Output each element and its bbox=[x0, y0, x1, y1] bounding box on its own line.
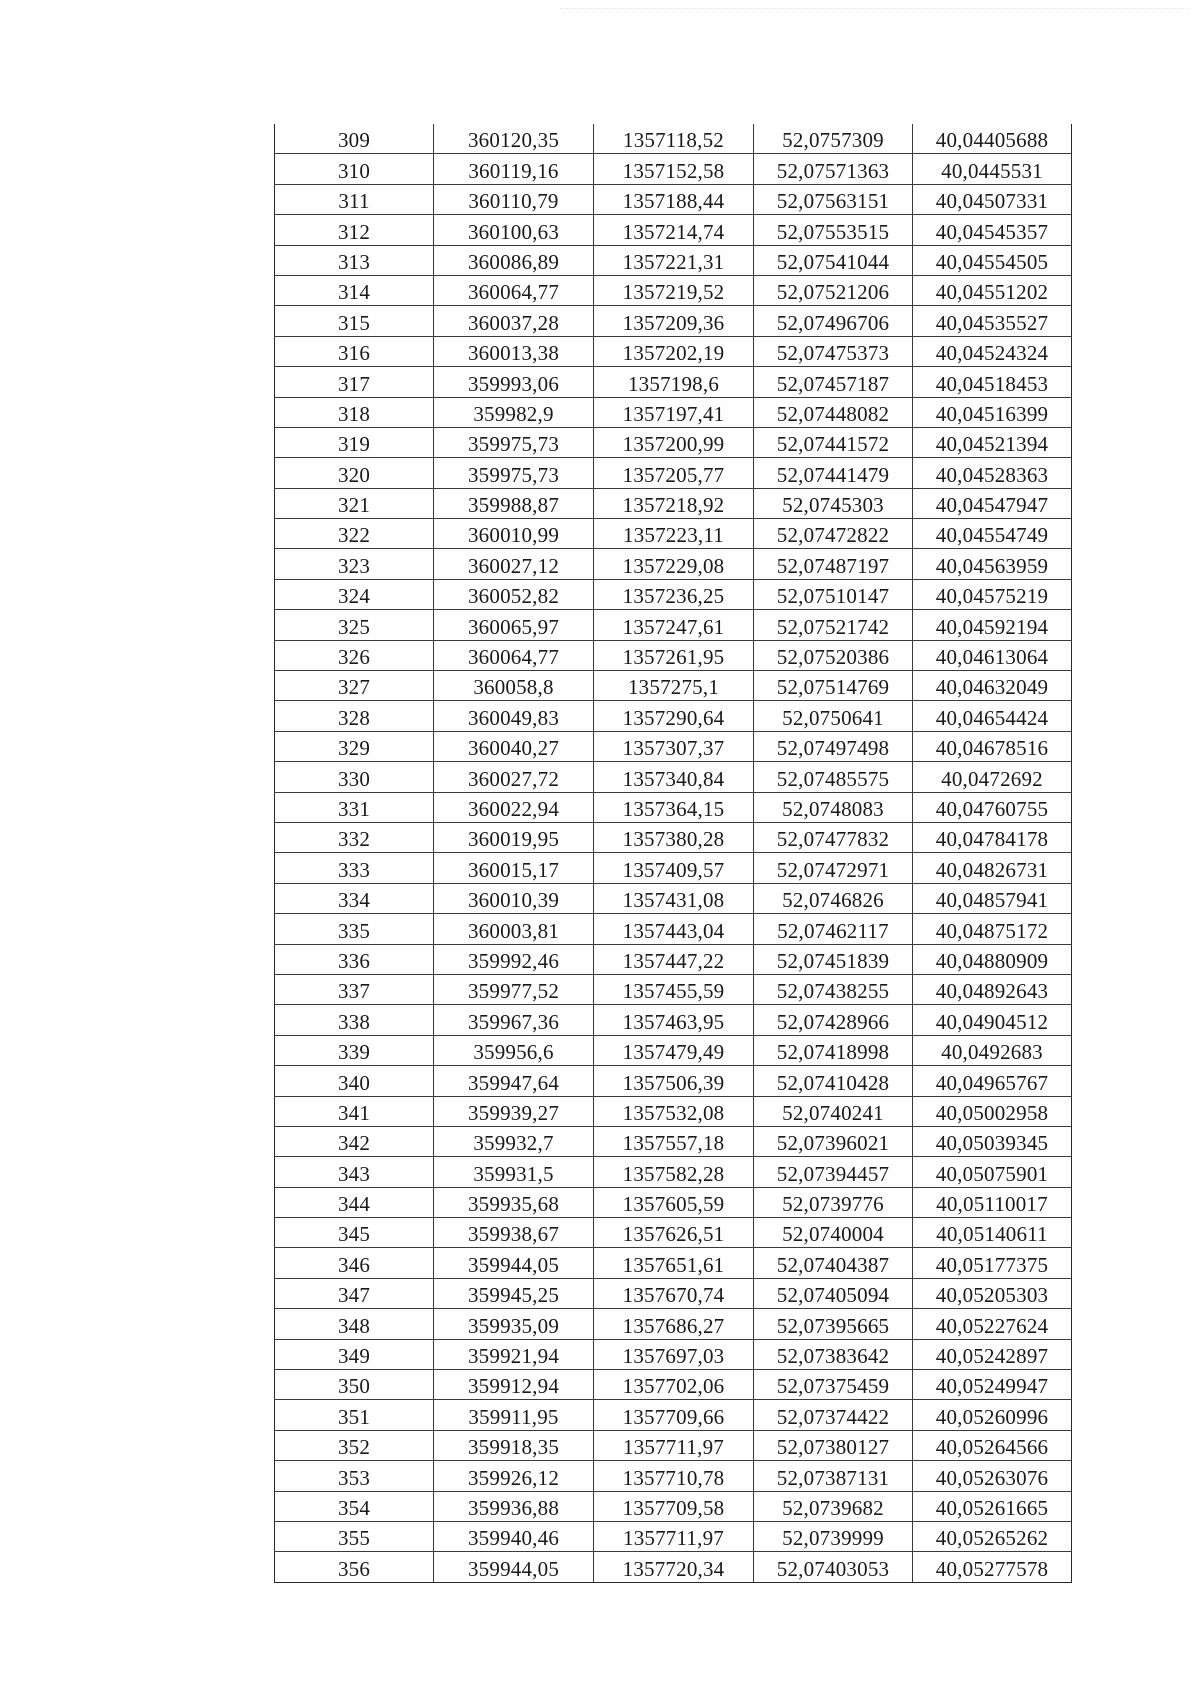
longitude-cell: 40,04524324 bbox=[913, 336, 1072, 366]
longitude-cell: 40,04507331 bbox=[913, 184, 1072, 214]
y-coordinate-cell: 1357711,97 bbox=[594, 1521, 754, 1551]
latitude-cell: 52,07472971 bbox=[754, 853, 913, 883]
table-row bbox=[275, 1309, 1072, 1339]
point-number-cell: 332 bbox=[275, 822, 434, 852]
y-coordinate-cell: 1357720,34 bbox=[594, 1552, 754, 1582]
point-number-cell: 350 bbox=[275, 1370, 434, 1400]
latitude-cell: 52,0739776 bbox=[754, 1187, 913, 1217]
table-row bbox=[275, 1187, 1072, 1217]
table-row bbox=[275, 306, 1072, 336]
latitude-cell: 52,07394457 bbox=[754, 1157, 913, 1187]
longitude-cell: 40,04592194 bbox=[913, 610, 1072, 640]
latitude-cell: 52,0746826 bbox=[754, 883, 913, 913]
point-number-cell: 325 bbox=[275, 610, 434, 640]
latitude-cell: 52,07457187 bbox=[754, 367, 913, 397]
point-number-cell: 342 bbox=[275, 1126, 434, 1156]
table-row bbox=[275, 124, 1072, 154]
longitude-cell: 40,04857941 bbox=[913, 883, 1072, 913]
x-coordinate-cell: 360037,28 bbox=[434, 306, 594, 336]
latitude-cell: 52,07441572 bbox=[754, 427, 913, 457]
y-coordinate-cell: 1357219,52 bbox=[594, 275, 754, 305]
longitude-cell: 40,04904512 bbox=[913, 1005, 1072, 1035]
latitude-cell: 52,07418998 bbox=[754, 1035, 913, 1065]
y-coordinate-cell: 1357198,6 bbox=[594, 367, 754, 397]
x-coordinate-cell: 359935,09 bbox=[434, 1309, 594, 1339]
x-coordinate-cell: 359926,12 bbox=[434, 1461, 594, 1491]
y-coordinate-cell: 1357223,11 bbox=[594, 519, 754, 549]
point-number-cell: 311 bbox=[275, 184, 434, 214]
x-coordinate-cell: 360049,83 bbox=[434, 701, 594, 731]
point-number-cell: 338 bbox=[275, 1005, 434, 1035]
longitude-cell: 40,05261665 bbox=[913, 1491, 1072, 1521]
x-coordinate-cell: 359912,94 bbox=[434, 1370, 594, 1400]
table-row bbox=[275, 914, 1072, 944]
longitude-cell: 40,04528363 bbox=[913, 458, 1072, 488]
table-row bbox=[275, 1126, 1072, 1156]
point-number-cell: 310 bbox=[275, 154, 434, 184]
y-coordinate-cell: 1357261,95 bbox=[594, 640, 754, 670]
coordinates-table-body bbox=[275, 124, 1072, 1582]
x-coordinate-cell: 360013,38 bbox=[434, 336, 594, 366]
point-number-cell: 347 bbox=[275, 1278, 434, 1308]
latitude-cell: 52,07541044 bbox=[754, 245, 913, 275]
x-coordinate-cell: 359975,73 bbox=[434, 458, 594, 488]
point-number-cell: 354 bbox=[275, 1491, 434, 1521]
x-coordinate-cell: 360022,94 bbox=[434, 792, 594, 822]
table-row bbox=[275, 1552, 1072, 1582]
y-coordinate-cell: 1357709,58 bbox=[594, 1491, 754, 1521]
point-number-cell: 318 bbox=[275, 397, 434, 427]
longitude-cell: 40,04535527 bbox=[913, 306, 1072, 336]
longitude-cell: 40,04880909 bbox=[913, 944, 1072, 974]
longitude-cell: 40,04613064 bbox=[913, 640, 1072, 670]
point-number-cell: 313 bbox=[275, 245, 434, 275]
y-coordinate-cell: 1357431,08 bbox=[594, 883, 754, 913]
table-row bbox=[275, 154, 1072, 184]
point-number-cell: 340 bbox=[275, 1066, 434, 1096]
y-coordinate-cell: 1357221,31 bbox=[594, 245, 754, 275]
longitude-cell: 40,05265262 bbox=[913, 1521, 1072, 1551]
longitude-cell: 40,04575219 bbox=[913, 579, 1072, 609]
y-coordinate-cell: 1357197,41 bbox=[594, 397, 754, 427]
latitude-cell: 52,07396021 bbox=[754, 1126, 913, 1156]
point-number-cell: 323 bbox=[275, 549, 434, 579]
longitude-cell: 40,05140611 bbox=[913, 1218, 1072, 1248]
longitude-cell: 40,05263076 bbox=[913, 1461, 1072, 1491]
point-number-cell: 349 bbox=[275, 1339, 434, 1369]
longitude-cell: 40,05002958 bbox=[913, 1096, 1072, 1126]
longitude-cell: 40,04554749 bbox=[913, 519, 1072, 549]
table-row bbox=[275, 549, 1072, 579]
y-coordinate-cell: 1357200,99 bbox=[594, 427, 754, 457]
x-coordinate-cell: 360064,77 bbox=[434, 275, 594, 305]
point-number-cell: 315 bbox=[275, 306, 434, 336]
y-coordinate-cell: 1357626,51 bbox=[594, 1218, 754, 1248]
latitude-cell: 52,07410428 bbox=[754, 1066, 913, 1096]
table-row bbox=[275, 1521, 1072, 1551]
latitude-cell: 52,07487197 bbox=[754, 549, 913, 579]
x-coordinate-cell: 359939,27 bbox=[434, 1096, 594, 1126]
x-coordinate-cell: 360015,17 bbox=[434, 853, 594, 883]
y-coordinate-cell: 1357364,15 bbox=[594, 792, 754, 822]
x-coordinate-cell: 359947,64 bbox=[434, 1066, 594, 1096]
table-row bbox=[275, 397, 1072, 427]
latitude-cell: 52,07475373 bbox=[754, 336, 913, 366]
table-row bbox=[275, 519, 1072, 549]
latitude-cell: 52,0740004 bbox=[754, 1218, 913, 1248]
y-coordinate-cell: 1357709,66 bbox=[594, 1400, 754, 1430]
point-number-cell: 327 bbox=[275, 671, 434, 701]
x-coordinate-cell: 360003,81 bbox=[434, 914, 594, 944]
table-row bbox=[275, 731, 1072, 761]
latitude-cell: 52,07438255 bbox=[754, 974, 913, 1004]
latitude-cell: 52,07395665 bbox=[754, 1309, 913, 1339]
x-coordinate-cell: 360058,8 bbox=[434, 671, 594, 701]
x-coordinate-cell: 360027,72 bbox=[434, 762, 594, 792]
point-number-cell: 314 bbox=[275, 275, 434, 305]
table-row bbox=[275, 610, 1072, 640]
point-number-cell: 326 bbox=[275, 640, 434, 670]
latitude-cell: 52,07553515 bbox=[754, 215, 913, 245]
longitude-cell: 40,04554505 bbox=[913, 245, 1072, 275]
longitude-cell: 40,04551202 bbox=[913, 275, 1072, 305]
longitude-cell: 40,04965767 bbox=[913, 1066, 1072, 1096]
latitude-cell: 52,0740241 bbox=[754, 1096, 913, 1126]
y-coordinate-cell: 1357218,92 bbox=[594, 488, 754, 518]
table-row bbox=[275, 640, 1072, 670]
longitude-cell: 40,05264566 bbox=[913, 1430, 1072, 1460]
table-row bbox=[275, 458, 1072, 488]
longitude-cell: 40,05177375 bbox=[913, 1248, 1072, 1278]
x-coordinate-cell: 360110,79 bbox=[434, 184, 594, 214]
point-number-cell: 353 bbox=[275, 1461, 434, 1491]
table-row bbox=[275, 792, 1072, 822]
table-row bbox=[275, 1096, 1072, 1126]
point-number-cell: 336 bbox=[275, 944, 434, 974]
latitude-cell: 52,07510147 bbox=[754, 579, 913, 609]
latitude-cell: 52,07496706 bbox=[754, 306, 913, 336]
point-number-cell: 330 bbox=[275, 762, 434, 792]
latitude-cell: 52,0745303 bbox=[754, 488, 913, 518]
longitude-cell: 40,05039345 bbox=[913, 1126, 1072, 1156]
longitude-cell: 40,05110017 bbox=[913, 1187, 1072, 1217]
x-coordinate-cell: 359988,87 bbox=[434, 488, 594, 518]
longitude-cell: 40,05277578 bbox=[913, 1552, 1072, 1582]
y-coordinate-cell: 1357118,52 bbox=[594, 124, 754, 154]
longitude-cell: 40,05242897 bbox=[913, 1339, 1072, 1369]
x-coordinate-cell: 359911,95 bbox=[434, 1400, 594, 1430]
x-coordinate-cell: 359975,73 bbox=[434, 427, 594, 457]
y-coordinate-cell: 1357340,84 bbox=[594, 762, 754, 792]
longitude-cell: 40,04632049 bbox=[913, 671, 1072, 701]
x-coordinate-cell: 359967,36 bbox=[434, 1005, 594, 1035]
latitude-cell: 52,07571363 bbox=[754, 154, 913, 184]
table-row bbox=[275, 579, 1072, 609]
latitude-cell: 52,07441479 bbox=[754, 458, 913, 488]
point-number-cell: 352 bbox=[275, 1430, 434, 1460]
latitude-cell: 52,07520386 bbox=[754, 640, 913, 670]
point-number-cell: 328 bbox=[275, 701, 434, 731]
point-number-cell: 334 bbox=[275, 883, 434, 913]
longitude-cell: 40,04521394 bbox=[913, 427, 1072, 457]
table-row bbox=[275, 488, 1072, 518]
point-number-cell: 346 bbox=[275, 1248, 434, 1278]
table-row bbox=[275, 1491, 1072, 1521]
x-coordinate-cell: 359931,5 bbox=[434, 1157, 594, 1187]
latitude-cell: 52,07477832 bbox=[754, 822, 913, 852]
point-number-cell: 309 bbox=[275, 124, 434, 154]
y-coordinate-cell: 1357506,39 bbox=[594, 1066, 754, 1096]
longitude-cell: 40,04654424 bbox=[913, 701, 1072, 731]
point-number-cell: 331 bbox=[275, 792, 434, 822]
y-coordinate-cell: 1357697,03 bbox=[594, 1339, 754, 1369]
point-number-cell: 319 bbox=[275, 427, 434, 457]
x-coordinate-cell: 360010,39 bbox=[434, 883, 594, 913]
longitude-cell: 40,05260996 bbox=[913, 1400, 1072, 1430]
latitude-cell: 52,07403053 bbox=[754, 1552, 913, 1582]
x-coordinate-cell: 359956,6 bbox=[434, 1035, 594, 1065]
y-coordinate-cell: 1357290,64 bbox=[594, 701, 754, 731]
x-coordinate-cell: 359918,35 bbox=[434, 1430, 594, 1460]
x-coordinate-cell: 359936,88 bbox=[434, 1491, 594, 1521]
table-row bbox=[275, 1005, 1072, 1035]
point-number-cell: 335 bbox=[275, 914, 434, 944]
latitude-cell: 52,0757309 bbox=[754, 124, 913, 154]
x-coordinate-cell: 359921,94 bbox=[434, 1339, 594, 1369]
longitude-cell: 40,04518453 bbox=[913, 367, 1072, 397]
longitude-cell: 40,04892643 bbox=[913, 974, 1072, 1004]
longitude-cell: 40,05249947 bbox=[913, 1370, 1072, 1400]
table-row bbox=[275, 883, 1072, 913]
longitude-cell: 40,0492683 bbox=[913, 1035, 1072, 1065]
y-coordinate-cell: 1357532,08 bbox=[594, 1096, 754, 1126]
table-row bbox=[275, 1370, 1072, 1400]
table-row bbox=[275, 1339, 1072, 1369]
point-number-cell: 337 bbox=[275, 974, 434, 1004]
y-coordinate-cell: 1357711,97 bbox=[594, 1430, 754, 1460]
point-number-cell: 348 bbox=[275, 1309, 434, 1339]
y-coordinate-cell: 1357188,44 bbox=[594, 184, 754, 214]
latitude-cell: 52,07472822 bbox=[754, 519, 913, 549]
point-number-cell: 344 bbox=[275, 1187, 434, 1217]
point-number-cell: 329 bbox=[275, 731, 434, 761]
x-coordinate-cell: 360065,97 bbox=[434, 610, 594, 640]
y-coordinate-cell: 1357557,18 bbox=[594, 1126, 754, 1156]
latitude-cell: 52,07448082 bbox=[754, 397, 913, 427]
x-coordinate-cell: 359992,46 bbox=[434, 944, 594, 974]
y-coordinate-cell: 1357710,78 bbox=[594, 1461, 754, 1491]
latitude-cell: 52,07514769 bbox=[754, 671, 913, 701]
x-coordinate-cell: 360086,89 bbox=[434, 245, 594, 275]
table-row bbox=[275, 701, 1072, 731]
latitude-cell: 52,07387131 bbox=[754, 1461, 913, 1491]
x-coordinate-cell: 360040,27 bbox=[434, 731, 594, 761]
x-coordinate-cell: 359977,52 bbox=[434, 974, 594, 1004]
table-row bbox=[275, 275, 1072, 305]
latitude-cell: 52,07375459 bbox=[754, 1370, 913, 1400]
y-coordinate-cell: 1357307,37 bbox=[594, 731, 754, 761]
x-coordinate-cell: 360010,99 bbox=[434, 519, 594, 549]
y-coordinate-cell: 1357651,61 bbox=[594, 1248, 754, 1278]
x-coordinate-cell: 360119,16 bbox=[434, 154, 594, 184]
point-number-cell: 322 bbox=[275, 519, 434, 549]
y-coordinate-cell: 1357686,27 bbox=[594, 1309, 754, 1339]
y-coordinate-cell: 1357670,74 bbox=[594, 1278, 754, 1308]
y-coordinate-cell: 1357702,06 bbox=[594, 1370, 754, 1400]
latitude-cell: 52,07380127 bbox=[754, 1430, 913, 1460]
y-coordinate-cell: 1357275,1 bbox=[594, 671, 754, 701]
longitude-cell: 40,05075901 bbox=[913, 1157, 1072, 1187]
latitude-cell: 52,0750641 bbox=[754, 701, 913, 731]
point-number-cell: 345 bbox=[275, 1218, 434, 1248]
scan-artifact bbox=[560, 8, 1190, 15]
longitude-cell: 40,04405688 bbox=[913, 124, 1072, 154]
point-number-cell: 343 bbox=[275, 1157, 434, 1187]
point-number-cell: 356 bbox=[275, 1552, 434, 1582]
point-number-cell: 321 bbox=[275, 488, 434, 518]
table-row bbox=[275, 944, 1072, 974]
x-coordinate-cell: 360120,35 bbox=[434, 124, 594, 154]
longitude-cell: 40,04826731 bbox=[913, 853, 1072, 883]
longitude-cell: 40,04516399 bbox=[913, 397, 1072, 427]
y-coordinate-cell: 1357479,49 bbox=[594, 1035, 754, 1065]
y-coordinate-cell: 1357247,61 bbox=[594, 610, 754, 640]
point-number-cell: 341 bbox=[275, 1096, 434, 1126]
table-row bbox=[275, 245, 1072, 275]
table-row bbox=[275, 1430, 1072, 1460]
table-row bbox=[275, 215, 1072, 245]
x-coordinate-cell: 359940,46 bbox=[434, 1521, 594, 1551]
point-number-cell: 317 bbox=[275, 367, 434, 397]
table-row bbox=[275, 974, 1072, 1004]
latitude-cell: 52,07428966 bbox=[754, 1005, 913, 1035]
table-row bbox=[275, 184, 1072, 214]
table-row bbox=[275, 1157, 1072, 1187]
point-number-cell: 333 bbox=[275, 853, 434, 883]
table-row bbox=[275, 1248, 1072, 1278]
table-row bbox=[275, 1218, 1072, 1248]
latitude-cell: 52,07405094 bbox=[754, 1278, 913, 1308]
latitude-cell: 52,07497498 bbox=[754, 731, 913, 761]
y-coordinate-cell: 1357605,59 bbox=[594, 1187, 754, 1217]
point-number-cell: 351 bbox=[275, 1400, 434, 1430]
latitude-cell: 52,07521206 bbox=[754, 275, 913, 305]
latitude-cell: 52,07563151 bbox=[754, 184, 913, 214]
table-row bbox=[275, 853, 1072, 883]
y-coordinate-cell: 1357463,95 bbox=[594, 1005, 754, 1035]
point-number-cell: 339 bbox=[275, 1035, 434, 1065]
table-row bbox=[275, 1400, 1072, 1430]
y-coordinate-cell: 1357202,19 bbox=[594, 336, 754, 366]
x-coordinate-cell: 359993,06 bbox=[434, 367, 594, 397]
longitude-cell: 40,04760755 bbox=[913, 792, 1072, 822]
point-number-cell: 355 bbox=[275, 1521, 434, 1551]
table-row bbox=[275, 1035, 1072, 1065]
y-coordinate-cell: 1357582,28 bbox=[594, 1157, 754, 1187]
point-number-cell: 312 bbox=[275, 215, 434, 245]
longitude-cell: 40,04784178 bbox=[913, 822, 1072, 852]
x-coordinate-cell: 359944,05 bbox=[434, 1552, 594, 1582]
x-coordinate-cell: 359945,25 bbox=[434, 1278, 594, 1308]
point-number-cell: 320 bbox=[275, 458, 434, 488]
x-coordinate-cell: 359935,68 bbox=[434, 1187, 594, 1217]
table-row bbox=[275, 1461, 1072, 1491]
x-coordinate-cell: 359982,9 bbox=[434, 397, 594, 427]
longitude-cell: 40,04678516 bbox=[913, 731, 1072, 761]
longitude-cell: 40,05205303 bbox=[913, 1278, 1072, 1308]
y-coordinate-cell: 1357214,74 bbox=[594, 215, 754, 245]
table-row bbox=[275, 671, 1072, 701]
table-row bbox=[275, 427, 1072, 457]
table-row bbox=[275, 822, 1072, 852]
x-coordinate-cell: 360052,82 bbox=[434, 579, 594, 609]
x-coordinate-cell: 360064,77 bbox=[434, 640, 594, 670]
point-number-cell: 324 bbox=[275, 579, 434, 609]
longitude-cell: 40,04547947 bbox=[913, 488, 1072, 518]
y-coordinate-cell: 1357409,57 bbox=[594, 853, 754, 883]
table-row bbox=[275, 336, 1072, 366]
longitude-cell: 40,04563959 bbox=[913, 549, 1072, 579]
table-row bbox=[275, 367, 1072, 397]
latitude-cell: 52,0748083 bbox=[754, 792, 913, 822]
longitude-cell: 40,04545357 bbox=[913, 215, 1072, 245]
latitude-cell: 52,07485575 bbox=[754, 762, 913, 792]
y-coordinate-cell: 1357205,77 bbox=[594, 458, 754, 488]
latitude-cell: 52,07462117 bbox=[754, 914, 913, 944]
x-coordinate-cell: 360019,95 bbox=[434, 822, 594, 852]
longitude-cell: 40,0445531 bbox=[913, 154, 1072, 184]
y-coordinate-cell: 1357455,59 bbox=[594, 974, 754, 1004]
latitude-cell: 52,0739999 bbox=[754, 1521, 913, 1551]
latitude-cell: 52,07383642 bbox=[754, 1339, 913, 1369]
latitude-cell: 52,07404387 bbox=[754, 1248, 913, 1278]
x-coordinate-cell: 360027,12 bbox=[434, 549, 594, 579]
point-number-cell: 316 bbox=[275, 336, 434, 366]
x-coordinate-cell: 360100,63 bbox=[434, 215, 594, 245]
y-coordinate-cell: 1357209,36 bbox=[594, 306, 754, 336]
longitude-cell: 40,04875172 bbox=[913, 914, 1072, 944]
x-coordinate-cell: 359944,05 bbox=[434, 1248, 594, 1278]
latitude-cell: 52,07451839 bbox=[754, 944, 913, 974]
longitude-cell: 40,0472692 bbox=[913, 762, 1072, 792]
longitude-cell: 40,05227624 bbox=[913, 1309, 1072, 1339]
y-coordinate-cell: 1357229,08 bbox=[594, 549, 754, 579]
y-coordinate-cell: 1357152,58 bbox=[594, 154, 754, 184]
table-row bbox=[275, 762, 1072, 792]
y-coordinate-cell: 1357447,22 bbox=[594, 944, 754, 974]
x-coordinate-cell: 359932,7 bbox=[434, 1126, 594, 1156]
latitude-cell: 52,07374422 bbox=[754, 1400, 913, 1430]
table-row bbox=[275, 1278, 1072, 1308]
x-coordinate-cell: 359938,67 bbox=[434, 1218, 594, 1248]
y-coordinate-cell: 1357236,25 bbox=[594, 579, 754, 609]
latitude-cell: 52,07521742 bbox=[754, 610, 913, 640]
latitude-cell: 52,0739682 bbox=[754, 1491, 913, 1521]
y-coordinate-cell: 1357380,28 bbox=[594, 822, 754, 852]
y-coordinate-cell: 1357443,04 bbox=[594, 914, 754, 944]
table-row bbox=[275, 1066, 1072, 1096]
coordinates-table bbox=[274, 124, 1072, 1583]
